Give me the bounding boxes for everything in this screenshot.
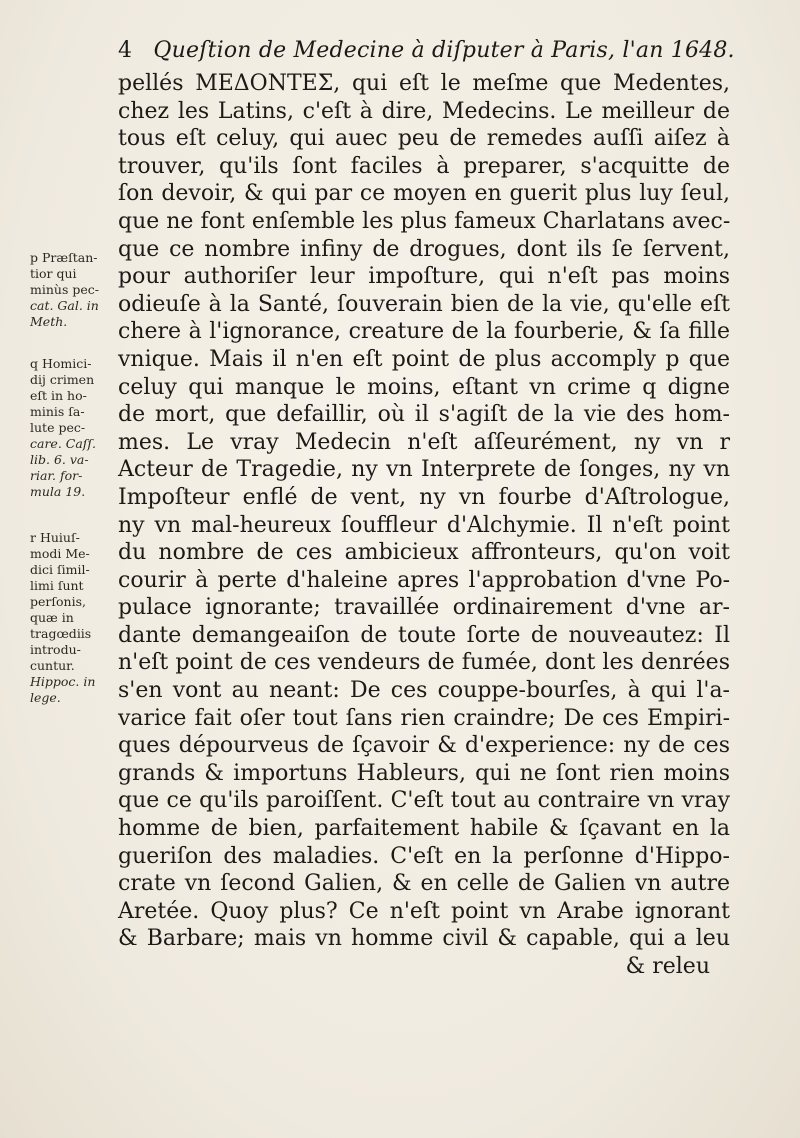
note-line: cuntur. [30, 658, 75, 673]
text-line: dante demangeaiſon de toute ſorte de nouveautez: Il [118, 622, 730, 648]
note-line: quæ in [30, 610, 74, 625]
text-line: n'eſt point de ces vendeurs de fumée, dont les denrées [118, 650, 730, 676]
note-line: cat. Gal. in [30, 298, 99, 313]
note-line: riar. for- [30, 468, 83, 483]
note-line: r Huiuſ- [30, 530, 80, 545]
note-line: tior qui [30, 266, 77, 281]
note-line: limi ſunt [30, 578, 84, 593]
text-line: celuy qui manque le moins, eſtant vn crime q digne [118, 374, 730, 400]
text-line: s'en vont au neant: De ces couppe-bourſes, à qui l'a- [118, 678, 730, 704]
text-line: chez les Latins, c'eſt à dire, Medecins. Le meilleur de [118, 98, 730, 124]
text-line: odieuſe à la Santé, ſouverain bien de la vie, qu'elle eſt [118, 291, 730, 317]
text-line: grands & importuns Hableurs, qui ne ſont rien moins [118, 760, 730, 786]
note-line: modi Me- [30, 546, 90, 561]
margin-notes [30, 250, 120, 716]
text-line: vnique. Mais il n'en eſt point de plus accomply p que [118, 346, 730, 372]
margin-note-r [30, 530, 120, 706]
note-line: care. Caſſ. [30, 436, 97, 451]
note-line: p Præſtan- [30, 250, 98, 265]
note-line: lib. 6. va- [30, 452, 89, 467]
main-text-block [118, 70, 730, 981]
text-line: que ce nombre infiny de drogues, dont ils ſe ſervent, [118, 236, 730, 262]
note-line: lege. [30, 690, 61, 705]
text-line: & Barbare; mais vn homme civil & capable, qui a leu [118, 926, 730, 952]
text-line: Impoſteur enflé de vent, ny vn fourbe d'Aſtrologue, [118, 484, 730, 510]
note-line: minùs pec- [30, 282, 99, 297]
note-line: Hippoc. in [30, 674, 96, 689]
text-line: ſon devoir, & qui par ce moyen en guerit plus luy ſeul, [118, 181, 730, 207]
text-line: pulace ignorante; travaillée ordinairement d'vne ar- [118, 595, 730, 621]
note-line: minis ſa- [30, 404, 85, 419]
text-line: ny vn mal-heureux ſouffleur d'Alchymie. Il n'eſt point [118, 512, 730, 538]
text-line: tous eſt celuy, qui auec peu de remedes auſſi aiſez à [118, 126, 730, 152]
margin-note-p [30, 250, 120, 330]
text-line: que ce qu'ils paroiſſent. C'eſt tout au contraire vn vray [118, 788, 730, 814]
text-line: du nombre de ces ambicieux affronteurs, qu'on voit [118, 540, 730, 566]
note-line: dij crimen [30, 372, 95, 387]
text-line: pour authoriſer leur impoſture, qui n'eſt pas moins [118, 264, 730, 290]
text-line: varice fait oſer tout ſans rien craindre; De ces Empiri- [118, 705, 730, 731]
note-line: introdu- [30, 642, 81, 657]
text-line: courir à perte d'haleine apres l'approbation d'vne Po- [118, 567, 730, 593]
note-line: dici ſimil- [30, 562, 90, 577]
text-line: crate vn ſecond Galien, & en celle de Galien vn autre [118, 871, 730, 897]
text-line: de mort, que defaillir, où il s'agiſt de la vie des hom- [118, 402, 730, 428]
text-line: homme de bien, parfaitement habile & ſçavant en la [118, 816, 730, 842]
text-line: que ne font enſemble les plus fameux Charlatans avec- [118, 208, 731, 234]
text-line: ques dépourveus de ſçavoir & d'experience: ny de ces [118, 733, 730, 759]
note-line: tragœdiis [30, 626, 92, 641]
text-line: mes. Le vray Medecin n'eſt aſſeurément, ny vn r [118, 429, 730, 455]
margin-note-q [30, 356, 120, 500]
note-line: mula 19. [30, 484, 86, 499]
running-title: Queſtion de Medecine à diſputer à Paris, l'an 1648. [153, 38, 735, 63]
text-line: trouver, qu'ils ſont faciles à preparer, s'acquitte de [118, 153, 730, 179]
note-line: eſt in ho- [30, 388, 87, 403]
note-line: Meth. [30, 314, 68, 329]
text-line: chere à l'ignorance, creature de la fourberie, & ſa fille [118, 319, 730, 345]
text-line: Acteur de Tragedie, ny vn Interprete de ſonges, ny vn [118, 457, 730, 483]
text-line: pellés ΜΕΔΟΝΤΕΣ, qui eſt le meſme que Medentes, [118, 71, 730, 96]
text-line: gueriſon des maladies. C'eſt en la perſonne d'Hippo- [118, 843, 730, 869]
catchword: & releu [625, 954, 710, 979]
text-line: Aretée. Quoy plus? Ce n'eſt point vn Arabe ignorant [118, 898, 730, 924]
page-number: 4 [118, 38, 133, 63]
note-line: lute pec- [30, 420, 86, 435]
note-line: q Homici- [30, 356, 92, 371]
note-line: perſonis, [30, 594, 86, 609]
running-header [118, 38, 738, 63]
